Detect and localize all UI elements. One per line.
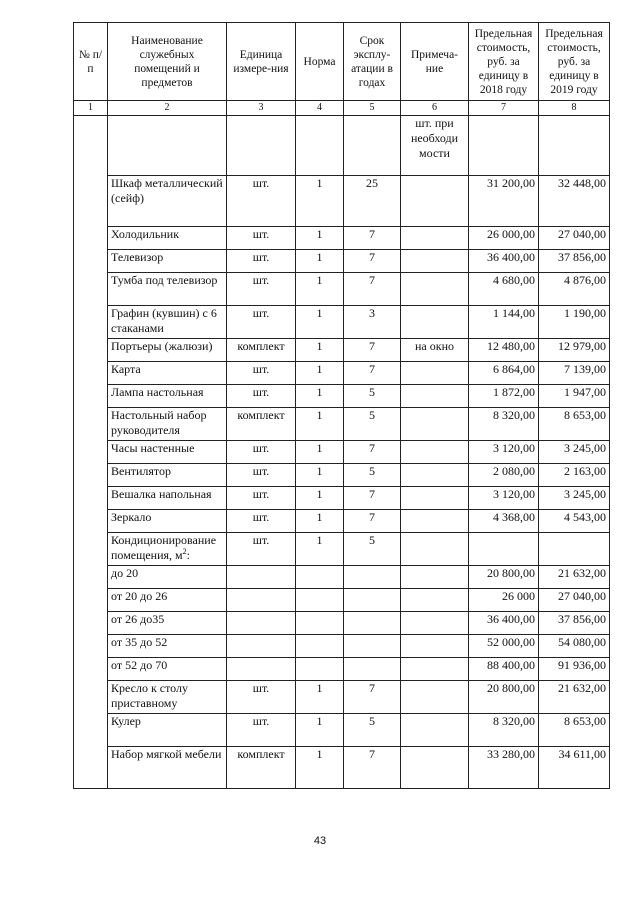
price-2019-cell: 8 653,00 — [539, 714, 610, 747]
item-name-cell — [108, 116, 227, 176]
norm-cell: 1 — [296, 362, 344, 385]
column-number: 8 — [539, 101, 610, 116]
price-2019-cell: 27 040,00 — [539, 227, 610, 250]
service-life-cell: 7 — [344, 681, 401, 714]
unit-cell — [227, 658, 296, 681]
table-row — [74, 339, 610, 362]
table-row — [74, 747, 610, 789]
service-life-cell: 5 — [344, 385, 401, 408]
norm-cell — [296, 612, 344, 635]
table-row — [74, 227, 610, 250]
table-row — [74, 635, 610, 658]
item-name: Часы настенные — [111, 441, 195, 455]
item-name: от 35 до 52 — [111, 635, 168, 649]
norm-cell — [296, 635, 344, 658]
table-row — [74, 273, 610, 306]
price-2019-cell: 2 163,00 — [539, 464, 610, 487]
table-row — [74, 250, 610, 273]
item-name-cell — [108, 273, 227, 306]
header-unit: Единица измере-ния — [227, 23, 296, 101]
price-2018-cell: 20 800,00 — [469, 566, 539, 589]
note-cell — [401, 441, 469, 464]
service-life-cell: 7 — [344, 339, 401, 362]
unit-cell: шт. — [227, 176, 296, 227]
service-life-cell — [344, 116, 401, 176]
item-name-cell — [108, 589, 227, 612]
header-norm: Норма — [296, 23, 344, 101]
unit-cell: комплект — [227, 339, 296, 362]
column-number: 1 — [74, 101, 108, 116]
table-row — [74, 362, 610, 385]
table-row — [74, 487, 610, 510]
square-superscript: 2 — [182, 547, 187, 556]
price-2018-cell — [469, 116, 539, 176]
service-life-cell: 7 — [344, 441, 401, 464]
price-2019-cell: 54 080,00 — [539, 635, 610, 658]
price-2018-cell: 26 000,00 — [469, 227, 539, 250]
unit-cell: шт. — [227, 533, 296, 566]
header-number: № п/п — [74, 23, 108, 101]
note-cell — [401, 589, 469, 612]
header-price-2018: Предельная стоимость, руб. за единицу в 2018 году — [469, 23, 539, 101]
column-number: 6 — [401, 101, 469, 116]
item-name-cell — [108, 681, 227, 714]
column-number: 2 — [108, 101, 227, 116]
item-name: Графин (кувшин) с 6 стаканами — [111, 306, 217, 335]
unit-cell: шт. — [227, 250, 296, 273]
item-name-cell — [108, 747, 227, 789]
note-cell — [401, 533, 469, 566]
price-2018-cell: 1 144,00 — [469, 306, 539, 339]
item-name-cell: Кондиционирование помещения, $м^2$: — [108, 533, 227, 566]
unit-cell: шт. — [227, 714, 296, 747]
price-2019-cell: 4 543,00 — [539, 510, 610, 533]
note-cell — [401, 681, 469, 714]
unit-cell: шт. — [227, 273, 296, 306]
norm-cell: 1 — [296, 681, 344, 714]
item-name-cell — [108, 306, 227, 339]
price-2018-cell: 26 000 — [469, 589, 539, 612]
item-name: Набор мягкой мебели — [111, 747, 222, 761]
unit-cell — [227, 566, 296, 589]
table-row — [74, 176, 610, 227]
item-name-cell — [108, 408, 227, 441]
price-2019-cell: 34 611,00 — [539, 747, 610, 789]
item-name-cell — [108, 441, 227, 464]
service-life-cell — [344, 566, 401, 589]
price-2019-cell: 1 190,00 — [539, 306, 610, 339]
table-row — [74, 385, 610, 408]
item-name-cell — [108, 612, 227, 635]
norm-cell — [296, 658, 344, 681]
price-2019-cell: 91 936,00 — [539, 658, 610, 681]
service-life-cell: 5 — [344, 464, 401, 487]
service-life-cell: 7 — [344, 747, 401, 789]
unit-cell — [227, 612, 296, 635]
norm-cell: 1 — [296, 385, 344, 408]
item-name-cell — [108, 510, 227, 533]
item-name: Тумба под телевизор — [111, 273, 218, 287]
table-row — [74, 566, 610, 589]
unit-cell — [227, 589, 296, 612]
price-2018-cell: 8 320,00 — [469, 408, 539, 441]
item-name-cell — [108, 227, 227, 250]
table-row — [74, 612, 610, 635]
item-name-cell — [108, 566, 227, 589]
price-2018-cell: 36 400,00 — [469, 250, 539, 273]
norm-cell: 1 — [296, 441, 344, 464]
unit-cell — [227, 116, 296, 176]
service-life-cell: 5 — [344, 533, 401, 566]
price-2019-cell: 3 245,00 — [539, 441, 610, 464]
note-cell — [401, 176, 469, 227]
page-number: 43 — [313, 835, 327, 847]
item-name: Лампа настольная — [111, 385, 204, 399]
row-number-cell — [74, 116, 108, 789]
item-name: Вентилятор — [111, 464, 172, 478]
price-2018-cell: 31 200,00 — [469, 176, 539, 227]
table-row — [74, 681, 610, 714]
service-life-cell: 7 — [344, 273, 401, 306]
price-2019-cell: 4 876,00 — [539, 273, 610, 306]
norm-cell: 1 — [296, 408, 344, 441]
service-life-cell: 7 — [344, 227, 401, 250]
price-2019-cell: 8 653,00 — [539, 408, 610, 441]
service-life-cell: 3 — [344, 306, 401, 339]
header-note: Примеча-ние — [401, 23, 469, 101]
item-name: до 20 — [111, 566, 139, 580]
norm-cell: 1 — [296, 533, 344, 566]
norm-cell: 1 — [296, 250, 344, 273]
note-cell — [401, 385, 469, 408]
unit-cell: шт. — [227, 441, 296, 464]
item-name-cell — [108, 714, 227, 747]
table-row — [74, 589, 610, 612]
price-2018-cell: 8 320,00 — [469, 714, 539, 747]
table-row — [74, 408, 610, 441]
norm-cell: 1 — [296, 339, 344, 362]
service-life-cell: 7 — [344, 487, 401, 510]
table-row — [74, 510, 610, 533]
item-name-cell — [108, 635, 227, 658]
unit-cell: шт. — [227, 362, 296, 385]
unit-cell: комплект — [227, 408, 296, 441]
item-name: Портьеры (жалюзи) — [111, 339, 213, 353]
norm-cell: 1 — [296, 227, 344, 250]
price-2018-cell: 3 120,00 — [469, 441, 539, 464]
price-2019-cell: 37 856,00 — [539, 250, 610, 273]
item-name-cell — [108, 385, 227, 408]
price-2019-cell: 1 947,00 — [539, 385, 610, 408]
column-number: 7 — [469, 101, 539, 116]
service-life-cell: 5 — [344, 714, 401, 747]
service-life-cell — [344, 635, 401, 658]
note-cell — [401, 566, 469, 589]
item-name: от 20 до 26 — [111, 589, 168, 603]
item-name: от 26 до35 — [111, 612, 165, 626]
note-cell — [401, 227, 469, 250]
note-cell — [401, 510, 469, 533]
price-2018-cell: 3 120,00 — [469, 487, 539, 510]
column-number: 5 — [344, 101, 401, 116]
unit-cell: шт. — [227, 464, 296, 487]
item-name: Карта — [111, 362, 141, 376]
service-life-cell — [344, 589, 401, 612]
column-numbers-row — [74, 101, 610, 116]
table-row — [74, 714, 610, 747]
table-row — [74, 441, 610, 464]
price-2018-cell: 4 680,00 — [469, 273, 539, 306]
price-2019-cell — [539, 533, 610, 566]
table-body — [74, 116, 610, 789]
column-number: 4 — [296, 101, 344, 116]
price-2018-cell: 36 400,00 — [469, 612, 539, 635]
unit-cell: шт. — [227, 306, 296, 339]
price-2018-cell: 52 000,00 — [469, 635, 539, 658]
unit-cell: шт. — [227, 681, 296, 714]
service-life-cell: 7 — [344, 510, 401, 533]
unit-cell: шт. — [227, 510, 296, 533]
norm-cell: 1 — [296, 273, 344, 306]
note-cell — [401, 612, 469, 635]
note-cell — [401, 250, 469, 273]
item-name: Кондиционирование помещения, м — [111, 533, 217, 562]
norm-cell: 1 — [296, 176, 344, 227]
item-name-cell — [108, 250, 227, 273]
column-number: 3 — [227, 101, 296, 116]
note-cell — [401, 714, 469, 747]
unit-cell — [227, 635, 296, 658]
price-2018-cell: 33 280,00 — [469, 747, 539, 789]
table-row — [74, 533, 610, 566]
price-2019-cell: 32 448,00 — [539, 176, 610, 227]
norms-table — [73, 22, 610, 789]
norm-cell: 1 — [296, 747, 344, 789]
note-cell: шт. при необходи мости — [401, 116, 469, 176]
item-name: Зеркало — [111, 510, 152, 524]
note-cell — [401, 362, 469, 385]
item-name-cell — [108, 464, 227, 487]
price-2019-cell — [539, 116, 610, 176]
item-name: от 52 до 70 — [111, 658, 168, 672]
table-row — [74, 464, 610, 487]
item-name-cell — [108, 176, 227, 227]
item-name: Шкаф металлический (сейф) — [111, 176, 223, 205]
service-life-cell — [344, 612, 401, 635]
table-row — [74, 116, 610, 176]
price-2018-cell — [469, 533, 539, 566]
price-2018-cell: 1 872,00 — [469, 385, 539, 408]
price-2019-cell: 37 856,00 — [539, 612, 610, 635]
note-cell — [401, 408, 469, 441]
note-cell — [401, 635, 469, 658]
note-cell — [401, 273, 469, 306]
price-2019-cell: 12 979,00 — [539, 339, 610, 362]
note-cell — [401, 487, 469, 510]
header-service-life: Срок эксплу-атации в годах — [344, 23, 401, 101]
price-2019-cell: 7 139,00 — [539, 362, 610, 385]
price-2018-cell: 88 400,00 — [469, 658, 539, 681]
norm-cell — [296, 589, 344, 612]
item-name-cell — [108, 487, 227, 510]
norm-cell — [296, 566, 344, 589]
unit-cell: шт. — [227, 227, 296, 250]
norm-cell: 1 — [296, 487, 344, 510]
service-life-cell: 25 — [344, 176, 401, 227]
unit-cell: комплект — [227, 747, 296, 789]
header-row — [74, 23, 610, 101]
service-life-cell: 7 — [344, 362, 401, 385]
price-2018-cell: 6 864,00 — [469, 362, 539, 385]
item-name: Кресло к столу приставному — [111, 681, 189, 710]
price-2019-cell: 21 632,00 — [539, 681, 610, 714]
price-2018-cell: 2 080,00 — [469, 464, 539, 487]
norm-cell: 1 — [296, 306, 344, 339]
note-cell: на окно — [401, 339, 469, 362]
norm-cell: 1 — [296, 714, 344, 747]
table-row — [74, 306, 610, 339]
price-2019-cell: 3 245,00 — [539, 487, 610, 510]
service-life-cell: 5 — [344, 408, 401, 441]
service-life-cell — [344, 658, 401, 681]
norm-cell: 1 — [296, 510, 344, 533]
table-row — [74, 658, 610, 681]
norm-cell — [296, 116, 344, 176]
price-2019-cell: 27 040,00 — [539, 589, 610, 612]
unit-cell: шт. — [227, 487, 296, 510]
item-name-cell — [108, 339, 227, 362]
item-name: Настольный набор руководителя — [111, 408, 207, 437]
price-2019-cell: 21 632,00 — [539, 566, 610, 589]
note-cell — [401, 747, 469, 789]
item-name: Вешалка напольная — [111, 487, 212, 501]
header-name: Наименование служебных помещений и предметов — [108, 23, 227, 101]
price-2018-cell: 20 800,00 — [469, 681, 539, 714]
price-2018-cell: 12 480,00 — [469, 339, 539, 362]
price-2018-cell: 4 368,00 — [469, 510, 539, 533]
header-price-2019: Предельная стоимость, руб. за единицу в 2019 году — [539, 23, 610, 101]
item-name: Холодильник — [111, 227, 180, 241]
item-name-cell — [108, 658, 227, 681]
note-cell — [401, 658, 469, 681]
norm-cell: 1 — [296, 464, 344, 487]
service-life-cell: 7 — [344, 250, 401, 273]
item-name-cell — [108, 362, 227, 385]
note-cell — [401, 464, 469, 487]
unit-cell: шт. — [227, 385, 296, 408]
item-name: Кулер — [111, 714, 141, 728]
note-cell — [401, 306, 469, 339]
item-name: Телевизор — [111, 250, 164, 264]
